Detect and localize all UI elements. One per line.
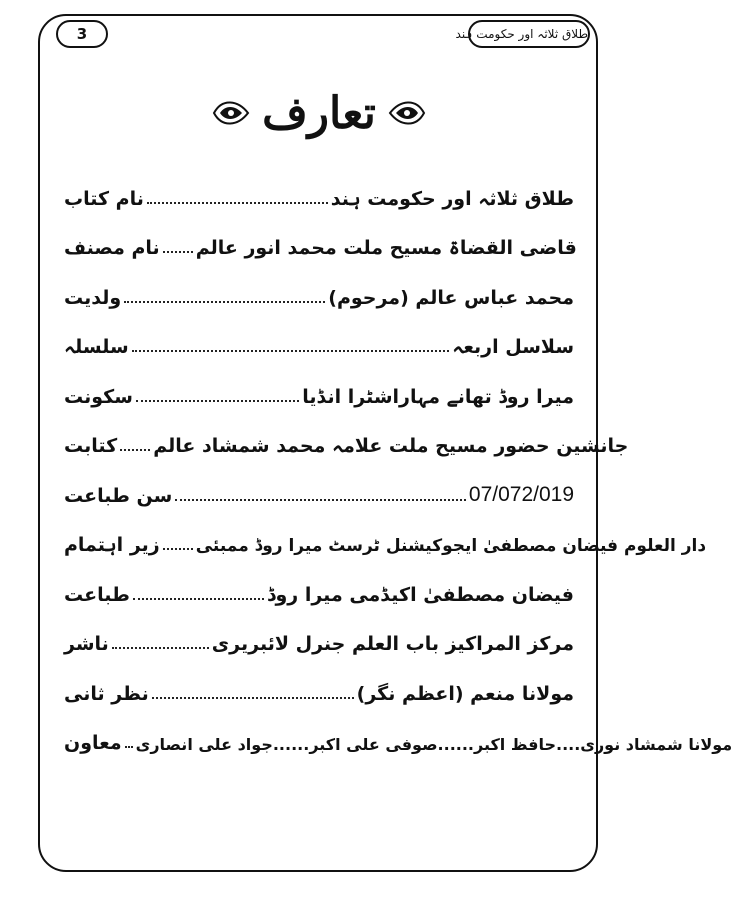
dotted-leader — [136, 400, 299, 402]
ornament-right-icon — [384, 90, 430, 136]
entry-parentage — [64, 259, 574, 309]
intro-list — [64, 160, 732, 754]
dotted-leader — [152, 697, 354, 699]
entry-label: زیر اہتمام — [64, 534, 160, 556]
entry-label: نام مصنف — [64, 237, 160, 259]
entry-author — [64, 210, 577, 260]
entry-value: فیضان مصطفیٰ اکیڈمی میرا روڈ — [267, 583, 574, 606]
entry-value: قاضی القضاۃ مسیح ملت محمد انور عالم — [195, 237, 577, 259]
entry-silsila — [64, 309, 574, 359]
entry-label: ناشر — [64, 633, 109, 655]
entry-label: نام کتاب — [64, 187, 144, 210]
entry-label: ولدیت — [64, 286, 122, 309]
entry-label: سلسلہ — [64, 336, 129, 358]
entry-value: مرکز المراکیز باب العلم جنرل لائبریری — [211, 633, 574, 655]
ornament-left-icon — [208, 90, 254, 136]
entry-label: سن طباعت — [64, 484, 173, 507]
entry-value: جانشین حضور مسیح ملت علامہ محمد شمشاد عالم — [153, 435, 629, 457]
entry-value: مولانا شمشاد نوری....حافظ اکبر......صوفی علی اکبر......جواد علی انصاری — [135, 735, 732, 754]
entry-value: طلاق ثلاثہ اور حکومت ہند — [330, 187, 574, 210]
dotted-leader — [124, 301, 325, 303]
dotted-leader — [120, 449, 150, 451]
running-title: طلاق ثلاثہ اور حکومت ہند — [468, 20, 590, 48]
entry-book-name — [64, 160, 574, 210]
entry-printing — [64, 556, 574, 606]
entry-value: سلاسل اربعہ — [452, 336, 574, 358]
dotted-leader — [175, 499, 466, 501]
page-number: 3 — [56, 20, 108, 48]
dotted-leader — [112, 647, 209, 649]
entry-label: معاون — [64, 732, 122, 754]
dotted-leader — [163, 251, 193, 253]
entry-residence — [64, 358, 574, 408]
entry-label: طباعت — [64, 583, 130, 606]
page-title: تعارف — [262, 87, 376, 139]
entry-value: میرا روڈ تھانے مہاراشٹرا انڈیا — [302, 385, 574, 408]
entry-value: دار العلوم فیضان مصطفیٰ ایجوکیشنل ٹرسٹ میرا روڈ ممبئی — [195, 536, 707, 556]
entry-label: نظر ثانی — [64, 682, 149, 705]
dotted-leader — [125, 746, 133, 748]
entry-value: 07/072/019 — [468, 482, 574, 506]
dotted-leader — [147, 202, 328, 204]
dotted-leader — [133, 598, 264, 600]
entry-label: سکونت — [64, 385, 133, 408]
entry-calligraphy — [64, 408, 629, 458]
entry-label: کتابت — [64, 435, 118, 457]
entry-publisher — [64, 606, 574, 656]
entry-management — [64, 507, 707, 557]
entry-review — [64, 655, 574, 705]
title-block — [0, 78, 638, 148]
dotted-leader — [132, 350, 450, 352]
entry-value: محمد عباس عالم (مرحوم) — [328, 286, 574, 309]
dotted-leader — [163, 548, 193, 550]
entry-assistants — [64, 705, 732, 755]
entry-value: مولانا منعم (اعظم نگر) — [356, 682, 574, 705]
entry-print-year — [64, 457, 574, 507]
